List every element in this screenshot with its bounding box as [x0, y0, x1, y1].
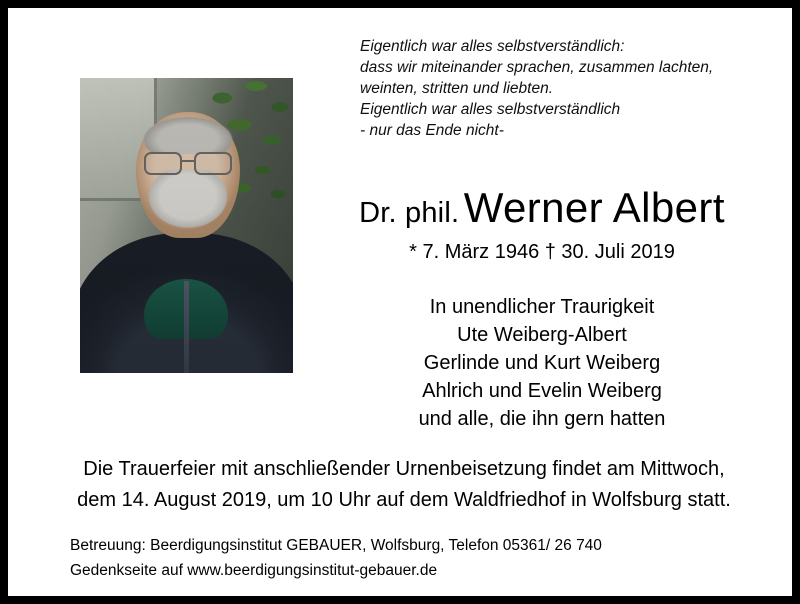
glasses-icon: [142, 152, 234, 172]
deceased-name: [308, 184, 776, 232]
ceremony-details: [68, 454, 740, 516]
portrait-photo: [80, 78, 293, 373]
academic-title: Dr. phil.: [359, 197, 460, 229]
obituary-card: [8, 8, 792, 596]
ceremony-line-1: Die Trauerfeier mit anschließender Urnenbeisetzung findet am Mittwoch,: [83, 458, 725, 480]
poem-line-5: - nur das Ende nicht-: [360, 122, 504, 139]
poem-line-2: dass wir miteinander sprachen, zusammen lachten,: [360, 59, 714, 76]
mourner-3: Ahlrich und Evelin Weiberg: [422, 380, 662, 402]
poem-line-4: Eigentlich war alles selbstverständlich: [360, 101, 621, 118]
poem-block: [360, 36, 760, 141]
mourners-block: [308, 293, 776, 433]
full-name: Werner Albert: [463, 184, 725, 231]
mourner-2: Gerlinde und Kurt Weiberg: [423, 352, 661, 374]
mourner-1: Ute Weiberg-Albert: [457, 324, 627, 346]
funeral-home-line: Betreuung: Beerdigungsinstitut GEBAUER, Wolfsburg, Telefon 05361/ 26 740: [70, 537, 602, 554]
memorial-page-line: Gedenkseite auf www.beerdigungsinstitut-gebauer.de: [70, 562, 438, 579]
funeral-home-info: [70, 533, 750, 583]
mourners-intro: In unendlicher Traurigkeit: [429, 296, 655, 318]
birth-death-dates: * 7. März 1946 † 30. Juli 2019: [409, 241, 675, 263]
poem-line-1: Eigentlich war alles selbstverständlich:: [360, 38, 625, 55]
photo-zipper: [184, 281, 189, 373]
poem-line-3: weinten, stritten und liebten.: [360, 80, 554, 97]
ceremony-line-2: dem 14. August 2019, um 10 Uhr auf dem Waldfriedhof in Wolfsburg statt.: [77, 489, 731, 511]
mourner-4: und alle, die ihn gern hatten: [418, 408, 666, 430]
